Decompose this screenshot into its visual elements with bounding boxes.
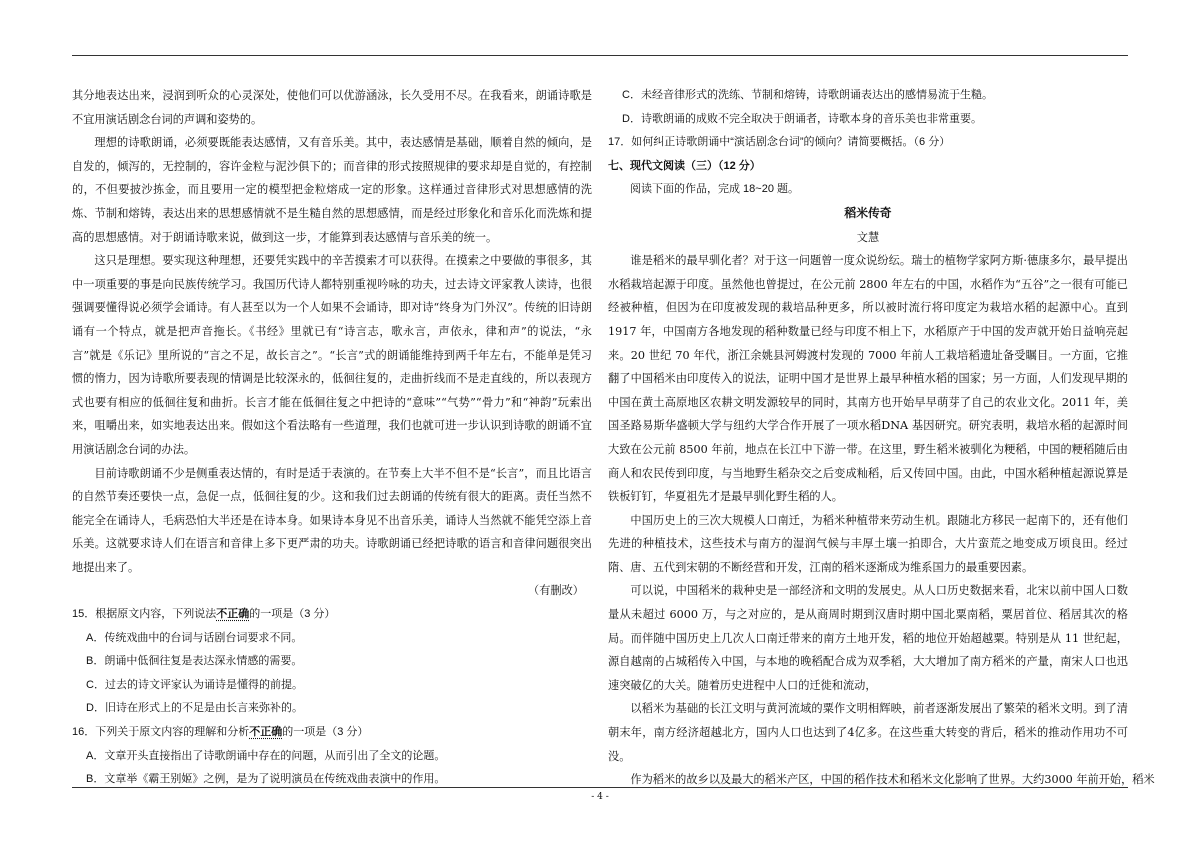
question-15-option-d: D．旧诗在形式上的不足是由长言来弥补的。 — [86, 702, 303, 715]
source-note: （有删改） — [528, 584, 584, 598]
question-15 — [72, 603, 592, 627]
question-15-stem: 15．根据原文内容，下列说法 — [72, 608, 217, 621]
left-paragraph-3: 这只是理想。要实现这种理想，还要凭实践中的辛苦摸索才可以获得。在摸索之中要做的事很多，其中一项重要的事是向民族传统学习。我国历代诗人都特别重视吟咏的功夫，过去诗文评家教人读诗，也很强调要懂得说必须学会诵诗。有人甚至以为一个人如果不会诵诗，即对诗“终身为门外汉”。传统的旧诗朗诵有一个特点，就是把声音拖长。《书经》里就已有“诗言志，歌永言，声依永，律和声”的说法，“永言”就是《乐记》里所说的“言之不足，故长言之”。“长言”式的朗诵能维持到两千年左右，不能单是凭习惯的惰力，因为诗歌所要表现的情调是比较深永的，低徊往复的，走曲折线而不是走直线的，所以表现方式也要有相应的低徊往复和曲折。长言才能在低徊往复之中把诗的“意味”“气势”“骨力”和“神韵”玩索出来，咀嚼出来，如实地表达出来。假如这个看法略有一些道理，我们也就可进一步认识到诗歌的朗诵不宜用演话剧念台词的办法。 — [72, 254, 592, 456]
right-paragraph-2: 中国历史上的三次大规模人口南迁，为稻米种植带来劳动生机。跟随北方移民一起南下的，还有他们先进的种植技术，这些技术与南方的湿润气候与丰厚土壤一拍即合，大片蛮荒之地变成万顷良田。经过隋、唐、五代到宋朝的不断经营和开发，江南的稻米逐渐成为维系国力的最重要因素。 — [608, 513, 1128, 574]
question-15-score: 的一项是（3 分） — [249, 608, 336, 621]
question-16-option-a: A．文章开头直接指出了诗歌朗诵中存在的问题，从而引出了全文的论题。 — [86, 749, 446, 762]
question-16-stem: 16．下列关于原文内容的理解和分析 — [72, 726, 250, 739]
top-rule — [72, 55, 1128, 56]
question-15-option-a: A．传统戏曲中的台词与话剧台词要求不同。 — [86, 631, 303, 644]
question-17: 17．如何纠正诗歌朗诵中“演话剧念台词”的倾向？请简要概括。（6 分） — [608, 136, 951, 149]
left-paragraph-1: 其分地表达出来，浸润到听众的心灵深处，使他们可以优游涵泳，长久受用不尽。在我看来，朗诵诗歌是不宜用演话剧念台词的声调和姿势的。 — [72, 89, 592, 126]
reading-instruction: 阅读下面的作品，完成 18~20 题。 — [630, 183, 800, 196]
right-column — [608, 84, 1155, 792]
article-author: 文慧 — [856, 230, 880, 244]
question-15-emphasis: 不正确 — [216, 608, 250, 621]
page-number: - 4 - — [591, 792, 609, 802]
right-paragraph-5: 作为稻米的故乡以及最大的稻米产区，中国的稻作技术和稻米文化影响了世界。大约3000 年前开始，稻米 — [630, 773, 1155, 787]
question-16-option-d: D．诗歌朗诵的成败不完全取决于朗诵者，诗歌本身的音乐美也非常重要。 — [622, 112, 982, 125]
question-15-option-c: C．过去的诗文评家认为诵诗是懂得的前提。 — [86, 678, 303, 691]
left-column — [72, 84, 592, 792]
question-16-emphasis: 不正确 — [249, 726, 283, 739]
question-16-option-b: B．文章举《霸王别姬》之例，是为了说明演员在传统戏曲表演中的作用。 — [86, 773, 446, 786]
article-title: 稻米传奇 — [844, 205, 892, 220]
bottom-rule — [72, 787, 1128, 788]
right-paragraph-3: 可以说，中国稻米的栽种史是一部经济和文明的发展史。从人口历史数据来看，北宋以前中国人口数量从未超过 6000 万，与之对应的，是从商周时期到汉唐时期中国北粟南稻，粟居首位、稻居其次的格局。而伴随中国历史上几次人口南迁带来的南方土地开发，稻的地位开始超越粟。特别是从 11 世纪起，源自越南的占城稻传入中国，与本地的晚稻配合成为双季稻，大大增加了南方稻米的产量，南宋人口也迅速突破亿的大关。随着历史进程中人口的迁徙和流动， — [608, 584, 1128, 692]
left-paragraph-2: 理想的诗歌朗诵，必须要既能表达感情，又有音乐美。其中，表达感情是基础，顺着自然的倾向，是自发的，倾泻的，无控制的，容许金粒与泥沙俱下的；而音律的形式按照规律的要求却是自觉的，有控制的，不但要披沙拣金，而且要用一定的模型把金粒熔成一定的形象。这样通过音律形式对思想感情的洗炼、节制和熔铸，表达出来的思想感情就不是生糙自然的思想感情，而是经过形象化和音乐化而洗炼和提高的思想感情。对于朗诵诗歌来说，做到这一步，才能算到表达感情与音乐美的统一。 — [72, 136, 592, 244]
question-16-score: 的一项是（3 分） — [282, 726, 369, 739]
question-16 — [72, 721, 592, 745]
section-heading: 七、现代文阅读（三）（12 分） — [608, 159, 761, 172]
question-15-option-b: B．朗诵中低徊往复是表达深永情感的需要。 — [86, 655, 303, 668]
left-paragraph-4: 目前诗歌朗诵不少是侧重表达情的，有时是适于表演的。在节奏上大半不但不是“长言”，而且比语言的自然节奏还要快一点，急促一点，低徊往复的少。这和我们过去朗诵的传统有很大的距离。责任当然不能完全在诵诗人，毛病恐怕大半还是在诗本身。如果诗本身见不出音乐美，诵诗人当然就不能凭空添上音乐美。这就要求诗人们在语言和音律上多下更严肃的功夫。诗歌朗诵已经把诗歌的语言和音律问题很突出地提出来了。 — [72, 466, 592, 574]
right-paragraph-1: 谁是稻米的最早驯化者？对于这一问题曾一度众说纷纭。瑞士的植物学家阿方斯·德康多尔，最早提出水稻栽培起源于印度。虽然他也曾提过，在公元前 2800 年左右的中国，水稻作为“五谷”之一很有可能已经被种植，但因为在印度被发现的栽培品种更多，所以被时流行将印度定为栽培水稻的起源中心。直到 1917 年，中国南方各地发现的稻种数量已经与印度不相上下，水稻原产于中国的发声就开始日益响亮起来。20 世纪 70 年代，浙江余姚县河姆渡村发现的 7000 年前人工栽培稻遗址备受瞩目。一方面，它推翻了中国稻米由印度传入的说法，证明中国才是世界上最早种植水稻的国家；另一方面，人们发现早期的中国在黄土高原地区农耕文明发源较早的同时，其南方也开始早早萌芽了自己的农业文化。2011 年，美国圣路易斯华盛顿大学与纽约大学合作开展了一项水稻DNA 基因研究。研究表明，栽培水稻的起源时间大致在公元前 8500 年前，地点在长江中下游一带。在这里，野生稻米被驯化为粳稻，中国的粳稻随后由商人和农民传到印度，与当地野生稻杂交之后变成籼稻，后又传回中国。由此，中国水稻种植起源说算是铁板钉钉，华夏祖先才是最早驯化野生稻的人。 — [608, 254, 1128, 504]
question-16-option-c: C．未经音律形式的洗练、节制和熔铸，诗歌朗诵表达出的感情易流于生糙。 — [622, 89, 993, 101]
right-paragraph-4: 以稻米为基础的长江文明与黄河流域的粟作文明相辉映，前者逐渐发展出了繁荣的稻米文明。到了清朝末年，南方经济超越北方，国内人口也达到了4亿多。在这些重大转变的背后，稻米的推动作用功不可没。 — [608, 702, 1128, 763]
